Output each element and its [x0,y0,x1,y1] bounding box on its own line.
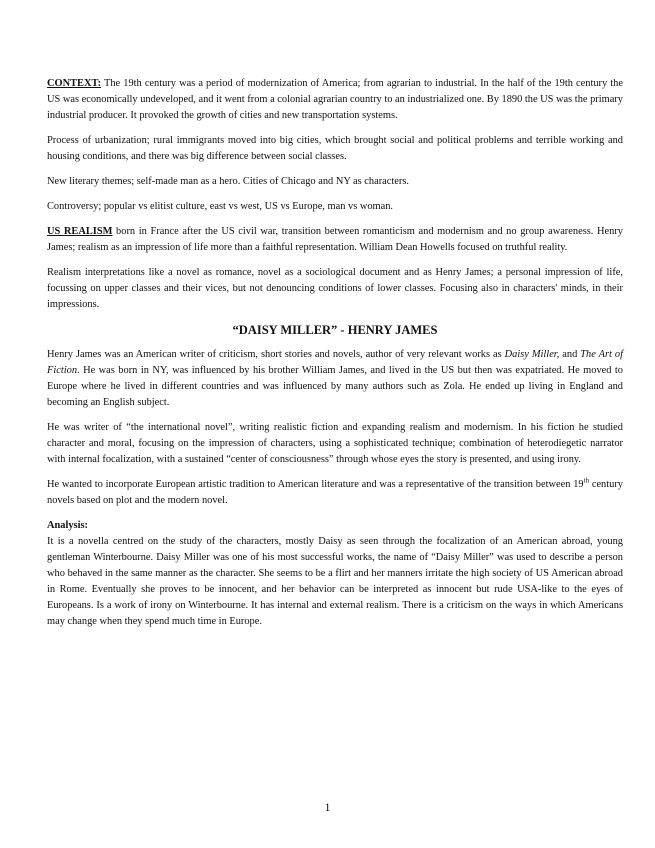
tradition-part1: He wanted to incorporate European artistic tradition to American literature and was a representative of the transition between 19 [47,479,584,490]
section-title: “DAISY MILLER” - HENRY JAMES [232,323,438,337]
realism-text: born in France after the US civil war, transition between romanticism and modernism and no group awareness. Henry James; realism as an impression of life more than a faithful representation. William Dean Howells focused on truthful reality. [47,226,623,253]
work-daisy-miller: Daisy Miller, [504,349,560,360]
urbanization-paragraph: Process of urbanization; rural immigrants moved into big cities, which brought social and political problems and terrible working and housing conditions, and there was big difference between social classes. [47,135,623,162]
realism-paragraph [47,224,623,256]
work-art-of-fiction: The Art of Fiction [47,349,624,376]
bio-part3: . He was born in NY, was influenced by his brother William James, and lived in the US but then was expatriated. He moved to Europe where he lived in different countries and was influenced by many authors such as Zola. He ended up living in England and becoming an English subject. [47,365,623,408]
analysis-paragraph: It is a novella centred on the study of the characters, mostly Daisy as seen through the focalization of an American abroad, young gentleman Winterbourne. Daisy Miller was one of his most successful works, the name of “Daisy Miller” was used to describe a person who behaved in the same manner as the character. She seems to be a flirt and her manners irritate the high society of US American abroad in Rome. Eventually she proves to be innocent, and her behavior can be interpreted as innocent but rude USA-like to the eyes of Europeans. Is a work of irony on Winterbourne. It has internal and external realism. There is a criticism on the ways in which Americans may change when they spend much time in Europe. [47,536,623,627]
international-paragraph: He was writer of “the international novel”, writing realistic fiction and expanding realism and modernism. In his fiction he studied character and moral, focusing on the impression of characters, using a sophisticated technique; combination of heterodiegetic narrator with internal focalization, with a sustained “center of consciousness” through whose eyes the story is presented, and using irony. [47,422,623,465]
themes-paragraph: New literary themes; self-made man as a hero. Cities of Chicago and NY as characters. [47,176,409,187]
bio-part1: Henry James was an American writer of criticism, short stories and novels, author of very relevant works as [47,349,505,360]
context-text: The 19th century was a period of modernization of America; from agrarian to industrial. In the half of the 19th century the US was economically undeveloped, and it went from a colonial agrarian country to an industrialized one. By 1890 the US was the primary industrial producer. It provoked the growth of cities and new transportation systems. [47,78,623,121]
bio-paragraph [47,347,623,411]
tradition-paragraph [47,477,623,509]
tradition-part2: century novels based on plot and the modern novel. [47,479,623,506]
analysis-heading: Analysis: [47,520,88,531]
controversy-paragraph: Controversy; popular vs elitist culture, east vs west, US vs Europe, man vs woman. [47,201,394,212]
bio-part2: and [559,349,581,360]
page-number: 1 [324,800,331,814]
context-paragraph [47,76,623,124]
tradition-sup: th [583,476,590,485]
context-label: CONTEXT: [47,78,102,89]
realism-label: US REALISM [47,226,113,237]
interpretations-paragraph: Realism interpretations like a novel as romance, novel as a sociological document and as Henry James; a personal impression of life, focussing on upper classes and their vices, but not denouncing conditions of lower classes. Focusing also in characters' minds, in their impressions. [47,267,623,310]
document-page [47,76,623,630]
